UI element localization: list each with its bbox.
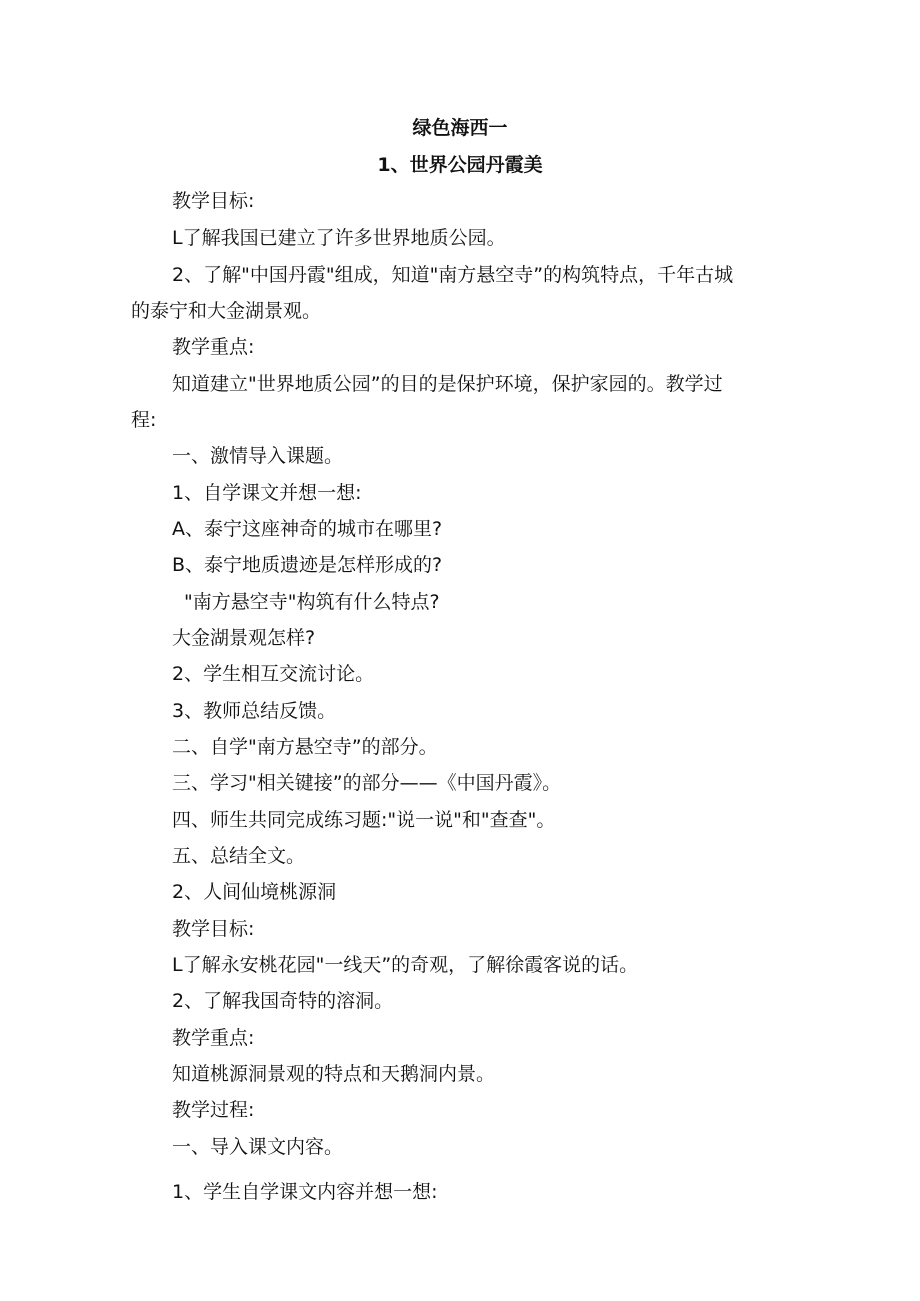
list-item: 3、教师总结反馈。 (172, 700, 337, 722)
paragraph-line: 2、了解我国奇特的溶洞。 (172, 990, 394, 1012)
lesson-title: 1、世界公园丹霞美 (377, 154, 543, 176)
paragraph-line: 知道建立"世界地质公园”的目的是保护环境，保护家园的。教学过 (172, 373, 723, 395)
paragraph-line: 程: (131, 409, 157, 431)
list-item: B、泰宁地质遗迹是怎样形成的? (172, 554, 443, 576)
section-heading: 教学重点: (172, 336, 255, 358)
list-item: 一、激情导入课题。 (172, 445, 344, 467)
list-item: 一、导入课文内容。 (172, 1136, 344, 1158)
section-heading: 教学目标: (172, 918, 255, 940)
paragraph-line: 的泰宁和大金湖景观。 (131, 300, 322, 322)
list-item: 2、学生相互交流讨论。 (172, 663, 375, 685)
section-heading: 教学重点: (172, 1027, 255, 1049)
list-item: 四、师生共同完成练习题:"说一说"和"查查"。 (172, 809, 556, 831)
section-heading: 教学目标: (172, 190, 255, 212)
document-title: 绿色海西一 (412, 117, 508, 139)
list-item: 1、自学课文并想一想: (172, 482, 362, 504)
list-item: 五、总结全文。 (172, 845, 306, 867)
paragraph-line: L了解永安桃花园"一线天”的奇观，了解徐霞客说的话。 (172, 954, 639, 976)
lesson-heading: 2、人间仙境桃源洞 (172, 881, 337, 903)
section-heading: 教学过程: (172, 1099, 255, 1121)
paragraph-line: L了解我国已建立了许多世界地质公园。 (172, 227, 506, 249)
list-item: 1、学生自学课文内容并想一想: (172, 1181, 438, 1203)
list-item: A、泰宁这座神奇的城市在哪里? (172, 518, 443, 540)
paragraph-line: 知道桃源洞景观的特点和天鹅洞内景。 (172, 1063, 496, 1085)
list-item: "南方悬空寺"构筑有什么特点? (184, 591, 440, 613)
paragraph-line: 2、了解"中国丹霞"组成，知道"南方悬空寺”的构筑特点，千年古城 (172, 264, 734, 286)
list-item: 三、学习"相关键接”的部分——《中国丹霞》。 (172, 772, 562, 794)
list-item: 大金湖景观怎样? (172, 627, 316, 649)
list-item: 二、自学"南方悬空寺”的部分。 (172, 736, 438, 758)
